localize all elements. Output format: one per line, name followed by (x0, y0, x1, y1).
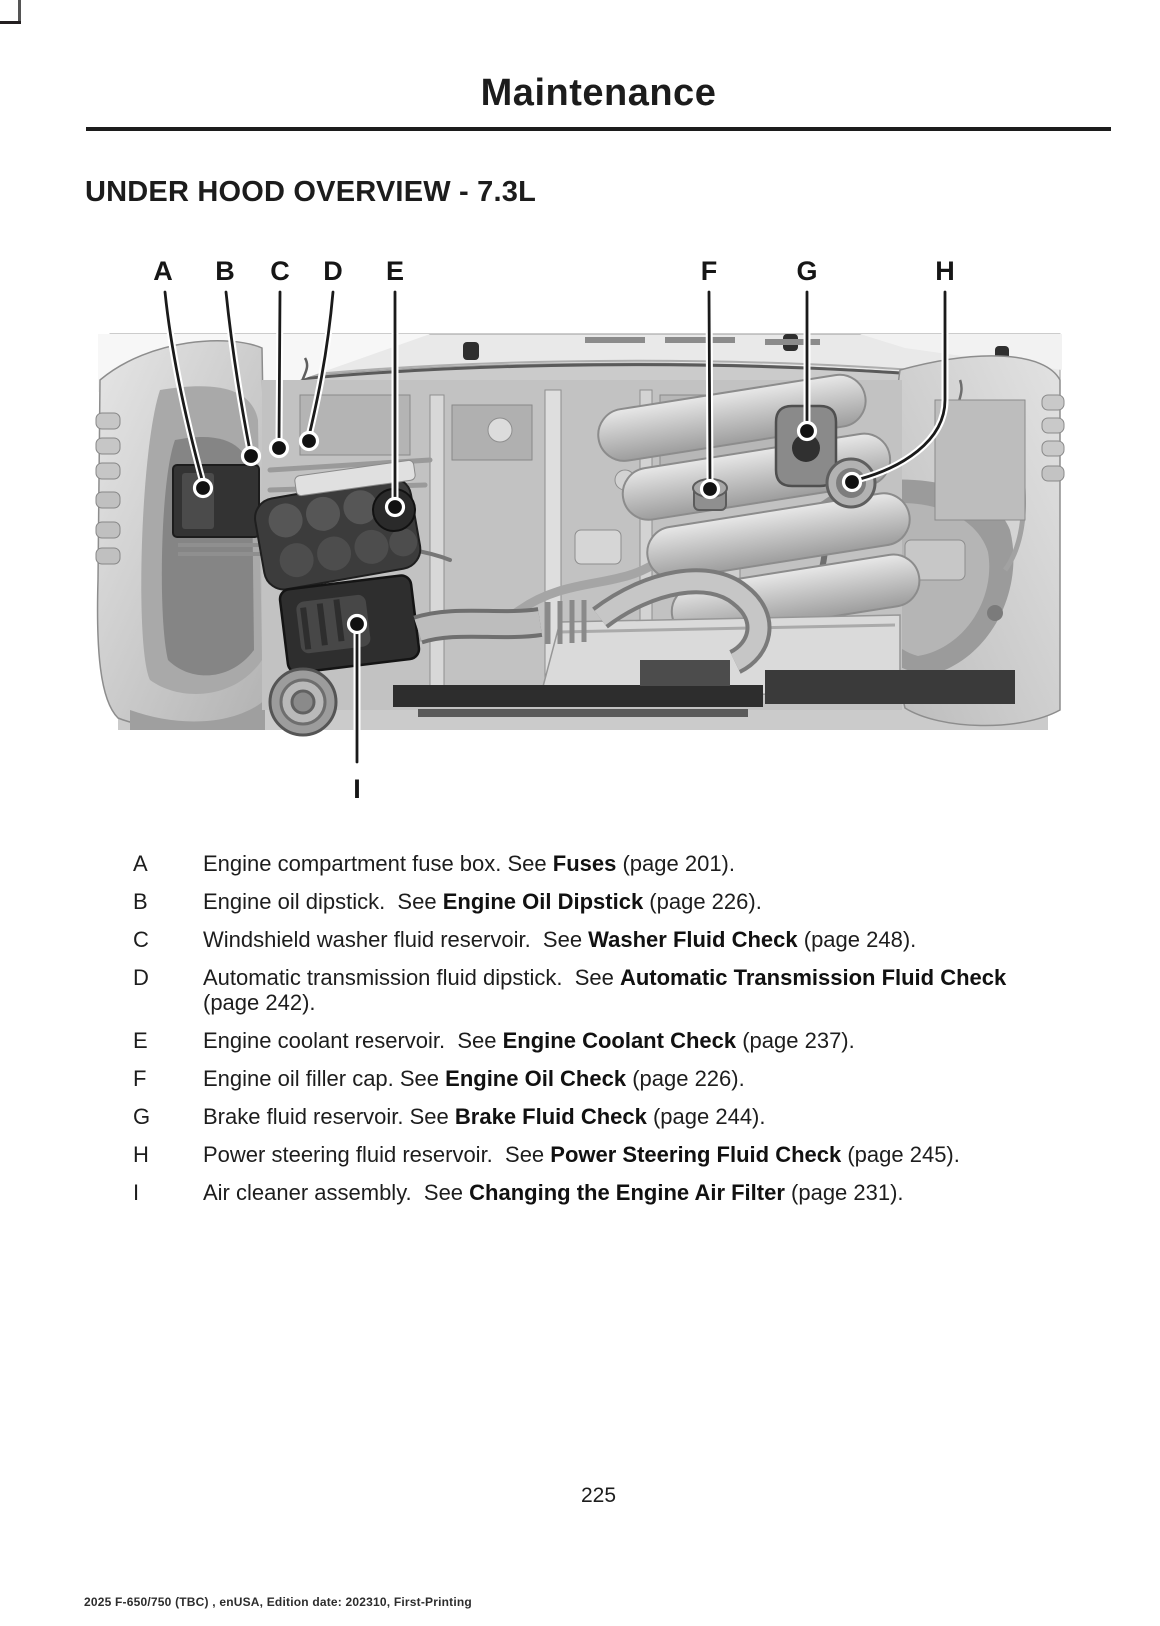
leader-line-f (709, 292, 710, 484)
callout-letter-c: C (270, 256, 290, 286)
legend-text-link: Engine Oil Check (445, 1066, 627, 1091)
page-corner-mark (18, 0, 21, 22)
legend-text (203, 1066, 1063, 1091)
legend-text-pre: Brake fluid reservoir. See (203, 1104, 455, 1129)
legend-list (133, 851, 1073, 1218)
legend-text (203, 1028, 1063, 1053)
callout-dot-e (387, 499, 404, 516)
engine-bay-figure (0, 230, 1160, 800)
legend-item-g (133, 1104, 1073, 1129)
page-number: 225 (580, 1484, 617, 1507)
legend-text-link: Engine Oil Dipstick (442, 889, 644, 914)
legend-text-post: (page 237). (736, 1028, 855, 1053)
legend-key: H (133, 1142, 149, 1167)
legend-item-a (133, 851, 1073, 876)
legend-text (203, 1142, 1063, 1167)
legend-key: A (133, 851, 148, 876)
header-divider (86, 127, 1111, 131)
legend-text-pre: Engine coolant reservoir. See (203, 1028, 503, 1053)
legend-item-e (133, 1028, 1073, 1053)
callout-letter-a: A (153, 256, 173, 286)
legend-text-post: (page 231). (784, 1180, 904, 1205)
legend-text (203, 1180, 1063, 1205)
callout-letter-f: F (700, 256, 718, 286)
legend-text-post: (page 245). (841, 1142, 960, 1167)
legend-key: C (133, 927, 149, 952)
callout-dot-d (301, 433, 318, 450)
callout-dot-f (702, 481, 719, 498)
legend-text (203, 927, 1063, 952)
legend-item-d (133, 965, 1073, 1015)
legend-item-f (133, 1066, 1073, 1091)
legend-key: I (133, 1180, 140, 1205)
section-title: UNDER HOOD OVERVIEW - 7.3L (85, 176, 537, 208)
legend-key: G (133, 1104, 151, 1129)
legend-text-post: (page 242). (203, 965, 1013, 1015)
legend-text-link: Washer Fluid Check (588, 927, 798, 952)
callout-dot-g (799, 423, 816, 440)
legend-text-link: Fuses (552, 851, 617, 876)
legend-text-post: (page 226). (643, 889, 762, 914)
legend-text-post: (page 201). (616, 851, 735, 876)
legend-text-pre: Engine compartment fuse box. See (203, 851, 553, 876)
legend-text-pre: Engine oil filler cap. See (203, 1066, 446, 1091)
legend-text-link: Brake Fluid Check (454, 1104, 647, 1129)
footer-text: 2025 F-650/750 (TBC) , enUSA, Edition date: 202310, First-Printing (84, 1595, 472, 1609)
legend-key: E (133, 1028, 148, 1053)
legend-item-c (133, 927, 1073, 952)
legend-text-post: (page 248). (797, 927, 917, 952)
legend-text-pre: Automatic transmission fluid dipstick. See (203, 965, 620, 990)
callout-letter-h: H (935, 256, 955, 286)
page-corner-mark (0, 21, 21, 24)
legend-item-i (133, 1180, 1073, 1205)
legend-key: F (133, 1066, 147, 1091)
legend-text-pre: Engine oil dipstick. See (203, 889, 443, 914)
legend-text (203, 965, 1063, 1015)
callout-dot-a (195, 480, 212, 497)
legend-item-b (133, 889, 1073, 914)
legend-text-link: Changing the Engine Air Filter (469, 1180, 785, 1205)
page-title: Maintenance (480, 72, 717, 114)
legend-key: D (133, 965, 149, 990)
callout-letter-d: D (323, 256, 343, 286)
legend-text-post: (page 226). (626, 1066, 745, 1091)
callout-letter-i: I (353, 774, 361, 800)
legend-key: B (133, 889, 148, 914)
leader-line-c (279, 292, 280, 443)
callout-dot-c (271, 440, 288, 457)
legend-text-link: Automatic Transmission Fluid Check (619, 965, 1007, 990)
legend-text-pre: Air cleaner assembly. See (203, 1180, 470, 1205)
legend-text-link: Power Steering Fluid Check (550, 1142, 842, 1167)
legend-text-post: (page 244). (646, 1104, 766, 1129)
legend-item-h (133, 1142, 1073, 1167)
callout-letter-b: B (215, 256, 235, 286)
callout-dot-i (349, 616, 366, 633)
callout-dot-b (243, 448, 260, 465)
legend-text (203, 889, 1063, 914)
callout-letter-e: E (385, 256, 405, 286)
legend-text-pre: Windshield washer fluid reservoir. See (203, 927, 589, 952)
legend-text-pre: Power steering fluid reservoir. See (203, 1142, 551, 1167)
legend-text-link: Engine Coolant Check (502, 1028, 737, 1053)
legend-text (203, 851, 1063, 876)
callout-dot-h (844, 474, 861, 491)
callout-letter-g: G (796, 256, 818, 286)
legend-text (203, 1104, 1063, 1129)
